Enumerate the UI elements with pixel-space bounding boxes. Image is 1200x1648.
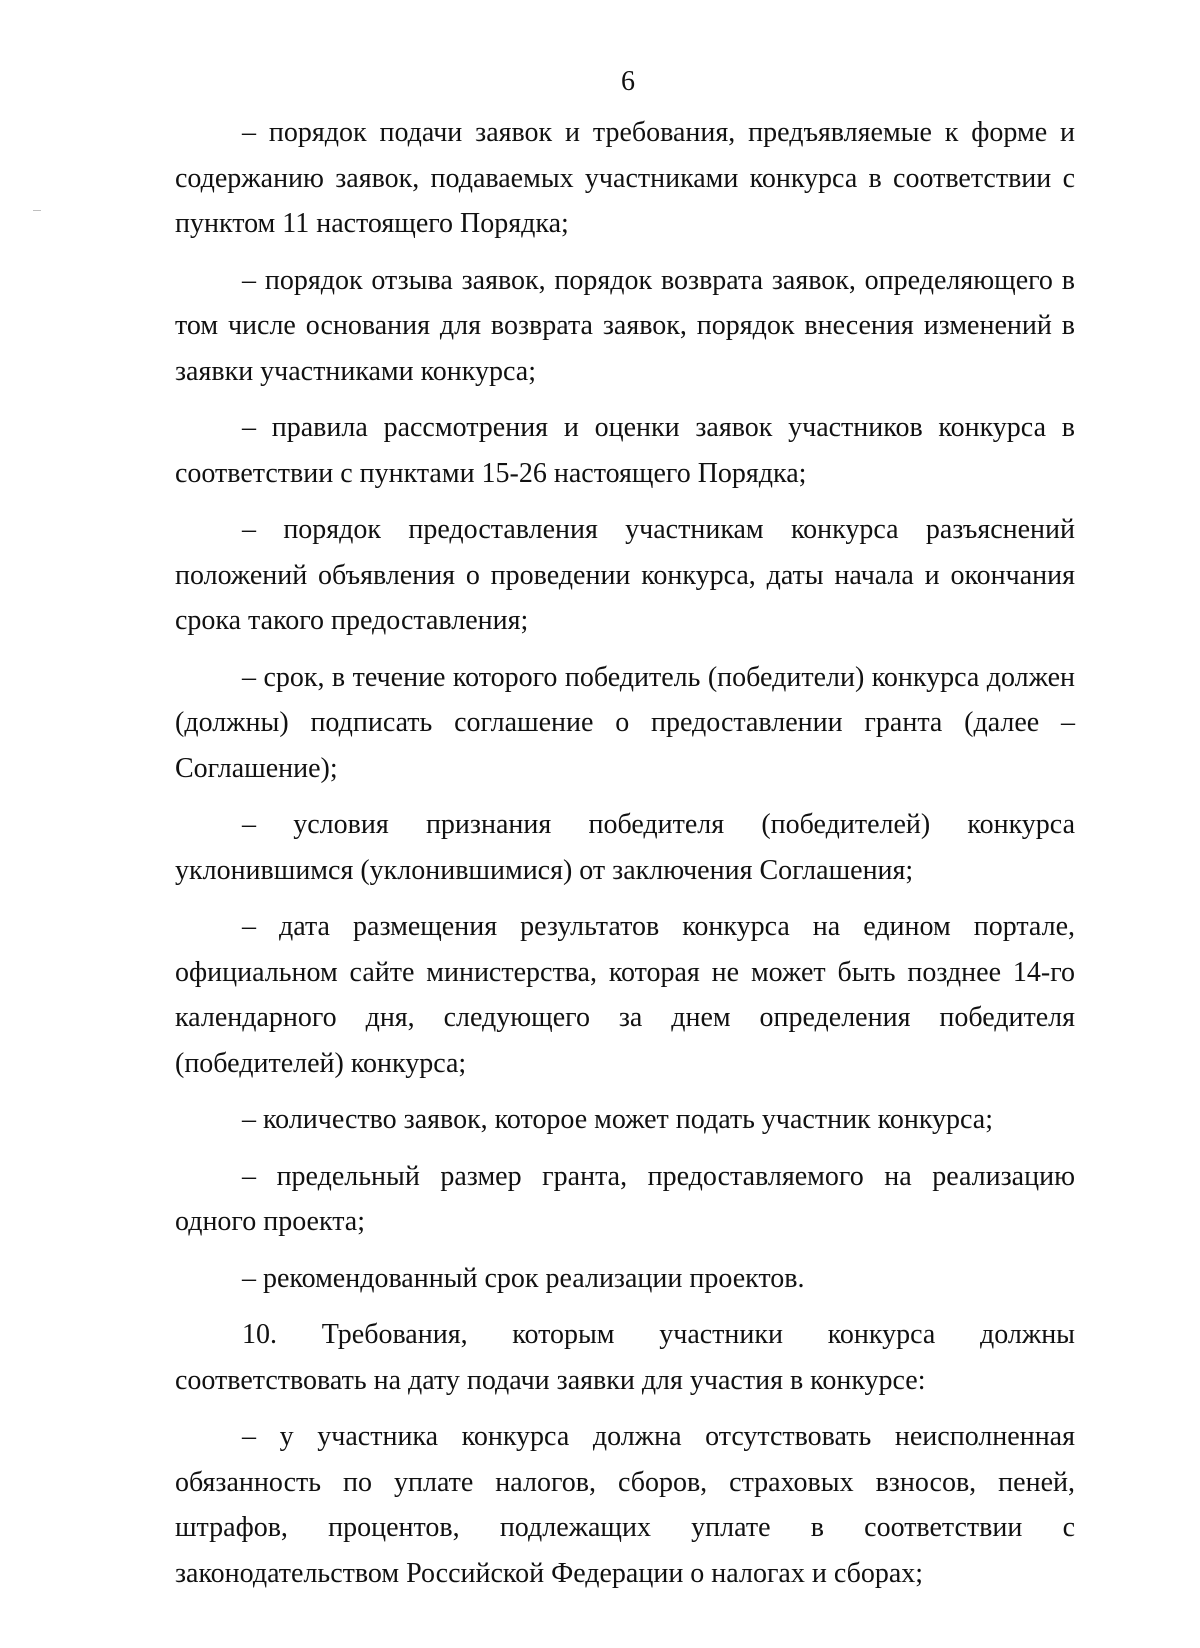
paragraph-agreement-deadline: – срок, в течение которого победитель (победители) конкурса должен (должны) подписать соглашение о предоставлении гранта (далее – Соглашение); [175, 661, 1075, 784]
paragraph-review-rules: – правила рассмотрения и оценки заявок участников конкурса в соответствии с пунктами 15-26 настоящего Порядка; [175, 412, 1075, 489]
paragraph-grant-limit: – предельный размер гранта, предоставляемого на реализацию одного проекта; [175, 1160, 1075, 1237]
page-number: 6 [621, 66, 635, 97]
scan-margin-mark [33, 210, 41, 211]
paragraph-results-publication-date: – дата размещения результатов конкурса на едином портале, официальном сайте министерства, которая не может быть позднее 14-го календарного дня, следующего за днем определения победителя (победителей) конкурса; [175, 911, 1075, 1079]
paragraph-project-duration: – рекомендованный срок реализации проектов. [242, 1262, 805, 1294]
paragraph-clarification-procedure: – порядок предоставления участникам конкурса разъяснений положений объявления о проведении конкурса, даты начала и окончания срока такого предоставления; [175, 514, 1075, 636]
paragraph-evasion-conditions: – условия признания победителя (победителей) конкурса уклонившимся (уклонившимися) от заключения Соглашения; [175, 809, 1075, 886]
paragraph-requirements-heading: 10. Требования, которым участники конкурса должны соответствовать на дату подачи заявки для участия в конкурсе: [175, 1319, 1075, 1396]
paragraph-application-procedure: – порядок подачи заявок и требования, предъявляемые к форме и содержанию заявок, подаваемых участниками конкурса в соответствии с пунктом 11 настоящего Порядка; [175, 117, 1075, 239]
document-body [175, 110, 1075, 1596]
paragraph-withdrawal-procedure: – порядок отзыва заявок, порядок возврата заявок, определяющего в том числе основания для возврата заявок, порядок внесения изменений в заявки участниками конкурса; [175, 264, 1075, 387]
paragraph-tax-obligations: – у участника конкурса должна отсутствовать неисполненная обязанность по уплате налогов, сборов, страховых взносов, пеней, штрафов, процентов, подлежащих уплате в соответствии с законодательством Российской Федерации о налогах и сборах; [175, 1421, 1075, 1589]
paragraph-application-count: – количество заявок, которое может подать участник конкурса; [242, 1104, 994, 1135]
